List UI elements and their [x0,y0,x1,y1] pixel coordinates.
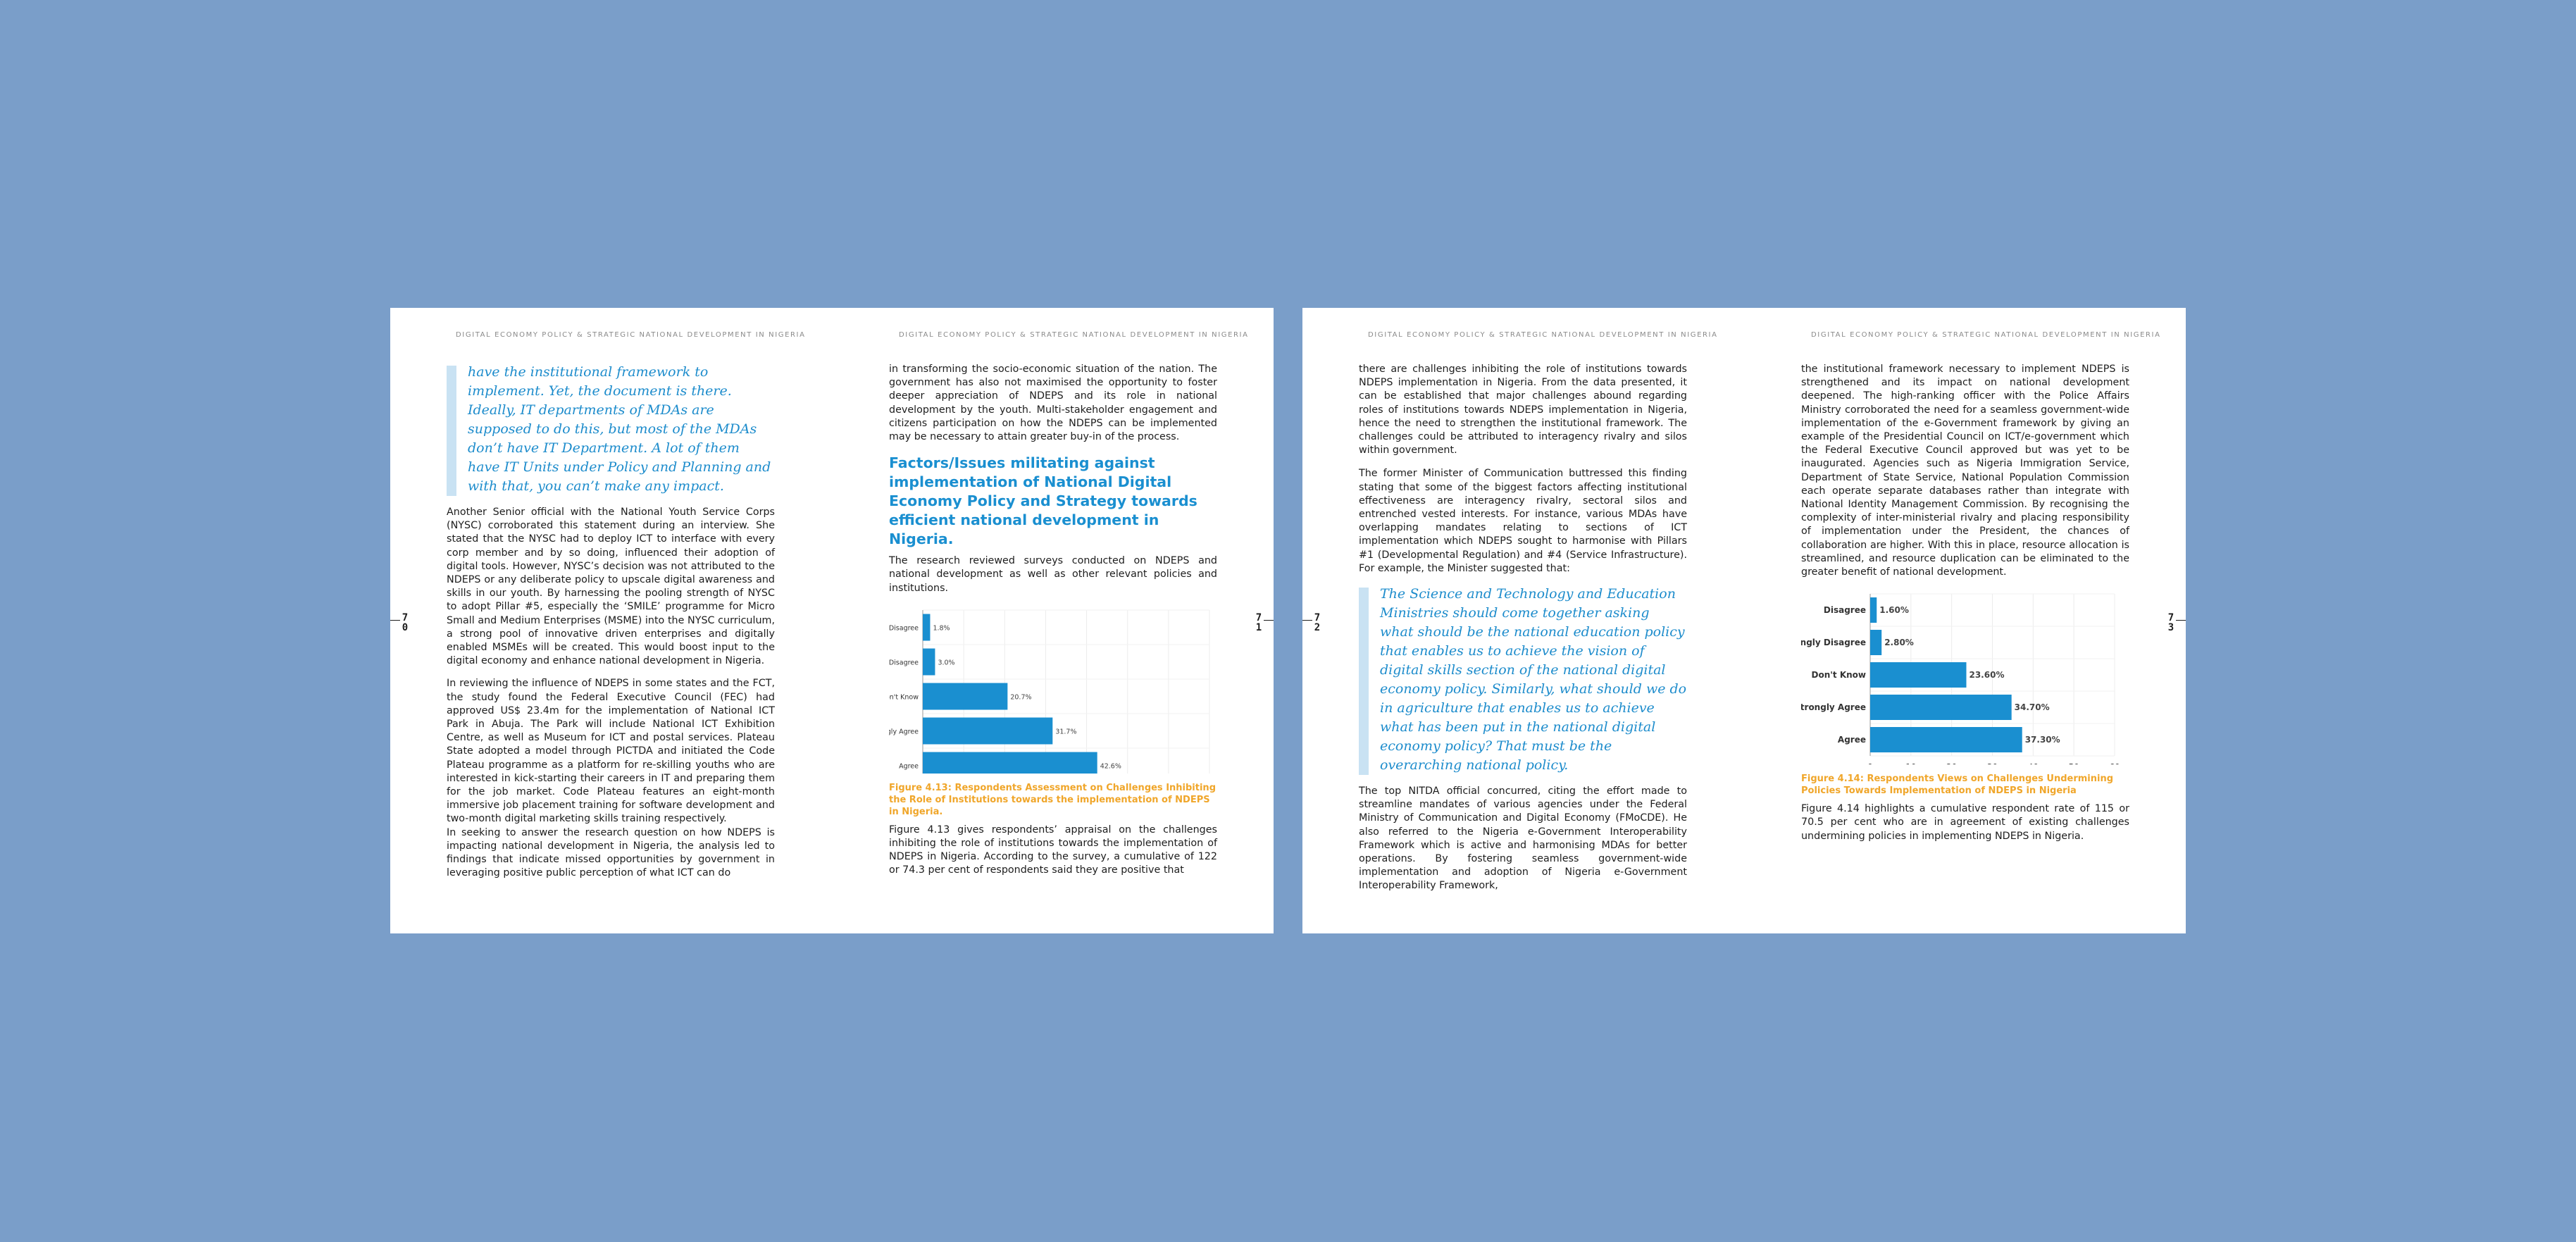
page-number-70: 7 0 [402,612,409,633]
data-label: 23.60% [1969,670,2005,681]
pull-quote-text: The Science and Technology and Education Ministries should come together asking what should be the national education policy that enables us to achieve the vision of digital skills section of the national digital economy policy. Similarly, what should we do in agriculture that enables us to achieve what has been put in the national digital economy policy? That must be the overarching national policy. [1380,586,1687,774]
spread-pages-72-73 [1302,308,2186,933]
data-label: 31.7% [1055,728,1077,736]
quote-bar [447,366,456,496]
body-paragraph: the institutional framework necessary to implement NDEPS is strengthened and its impact on national development deepened. The high-ranking officer with the Police Affairs Ministry corroborated the need for a seamless government-wide implementation of the e-Government framework by giving an example of the Presidential Council on ICT/e-government which the Federal Executive Council approved but was yet to be inaugurated. Agencies such as Nigeria Immigration Service, Department of State Service, National Population Commission each operate separate databases rather than integrate with National Identity Management Commission. By recognising the complexity of inter-ministerial rivalry and placing responsibility of implementation under the President, the chances of collaboration are higher. With this in place, resource allocation is streamlined, and resource duplication can be eliminated to the greater benefit of national development. [1801,364,2129,578]
category-label: Disagree [889,659,919,667]
bar [1870,695,2012,720]
body-paragraph: The research reviewed surveys conducted on NDEPS and national development as well as other relevant policies and institutions. [889,555,1217,594]
body-paragraph: there are challenges inhibiting the role of institutions towards NDEPS implementation in Nigeria. From the data presented, it can be established that major challenges abound regarding roles of institutions towards NDEPS implementation in Nigeria, hence the need to strengthen the institutional framework. The challenges could be attributed to interagency rivalry and silos within government. [1359,364,1687,457]
pull-quote-text: have the institutional framework to implement. Yet, the document is there. Ideally, IT departments of MDAs are supposed to do this, but most of the MDAs don’t have IT Department. A lot of them have IT Units under Policy and Planning and with that, you can’t make any impact. [468,364,771,494]
body-paragraph: Figure 4.14 highlights a cumulative respondent rate of 115 or 70.5 per cent who are in agreement of existing challenges undermining policies in implementing NDEPS in Nigeria. [1801,803,2129,842]
figure-caption: Figure 4.13: Respondents Assessment on Challenges Inhibiting the Role of Institutions towards the implementation of NDEPS in Nigeria. [889,782,1216,817]
bar [1870,662,1966,688]
bar [1870,630,1881,655]
page-number-rule [2176,620,2186,621]
data-label: 42.6% [1100,762,1121,771]
x-tick-label [1867,762,1873,764]
page-number-rule [390,620,400,621]
body-paragraph: The top NITDA official concurred, citing the effort made to streamline mandates of various agencies under the Federal Ministry of Communication and Digital Economy (FMoCDE). He also referred to the Nigeria e-Government Interoperability Framework which is active and harmonising MDAs for better operations. By fostering seamless government-wide implementation and adoption of Nigeria e-Government Interoperability Framework, [1359,785,1687,892]
body-paragraph: in transforming the socio-economic situation of the nation. The government has also not maximised the opportunity to foster deeper appreciation of NDEPS and its role in national development by the youth. Multi-stakeholder engagement and citizens participation on how the NDEPS can be implemented may be necessary to attain greater buy-in of the process. [889,364,1217,443]
pull-quote [447,363,775,496]
x-tick-label [2028,762,2039,764]
category-label: Disagree [889,624,919,633]
page-number-71: 7 1 [1255,612,1262,633]
category-label: Agree [1837,735,1866,745]
bar [923,648,935,675]
category-label: Agree [899,762,919,771]
bar [1870,597,1877,623]
x-tick-label [2109,762,2120,764]
page-number-73: 7 3 [2167,612,2174,633]
running-head: DIGITAL ECONOMY POLICY & STRATEGIC NATIONAL DEVELOPMENT IN NIGERIA [899,331,1249,339]
running-head: DIGITAL ECONOMY POLICY & STRATEGIC NATIONAL DEVELOPMENT IN NIGERIA [1811,331,2161,339]
category-label: Don't Know [1811,670,1866,681]
bar [923,717,1052,744]
bar-chart-4-14 [1801,588,2129,764]
spread-pages-70-71 [390,308,1274,933]
pull-quote [1359,585,1687,775]
data-label: 1.60% [1879,605,1909,616]
page-73-column [1801,363,2129,852]
bar-chart-4-13 [889,604,1217,774]
page-number-rule [1302,620,1312,621]
body-paragraph: Figure 4.13 gives respondents’ appraisal on the challenges inhibiting the role of institutions towards the implementation of NDEPS in Nigeria. According to the survey, a cumulative of 122 or 74.3 per cent of respondents said they are positive that [889,824,1217,876]
body-paragraph: The former Minister of Communication buttressed this finding stating that some of the biggest factors affecting institutional effectiveness are interagency rivalry, sectoral silos and entrenched vested interests. For instance, various MDAs have overlapping mandates relating to sections of ICT implementation which NDEPS sought to harmonise with Pillars #1 (Developmental Regulation) and #4 (Service Infrastructure). For example, the Minister suggested that: [1359,468,1687,574]
data-label: 2.80% [1884,638,1914,648]
figure-4-13-chart [889,604,1217,776]
page-72-column [1359,363,1687,902]
bar [923,683,1007,709]
data-label: 37.30% [2024,735,2060,745]
category-label: ly Agree [890,728,919,736]
bar [1870,727,2022,752]
category-label: Strongly Agree [1801,702,1866,713]
x-tick-label [1946,762,1957,764]
category-label: n't Know [889,693,919,702]
page-number-rule [1264,620,1274,621]
figure-caption: Figure 4.14: Respondents Views on Challenges Undermining Policies Towards Implementation of NDEPS in Nigeria [1801,774,2114,797]
category-label: ngly Disagree [1801,638,1866,648]
data-label: 20.7% [1010,693,1032,702]
body-paragraph: In seeking to answer the research question on how NDEPS is impacting national development in Nigeria, the analysis led to findings that indicate missed opportunities by government in leveraging positive public perception of what ICT can do [447,826,775,879]
category-label: Disagree [1823,605,1866,616]
running-head: DIGITAL ECONOMY POLICY & STRATEGIC NATIONAL DEVELOPMENT IN NIGERIA [456,331,806,339]
body-paragraph: In reviewing the influence of NDEPS in some states and the FCT, the study found the Federal Executive Council (FEC) had approved US$ 23.4m for the implementation of National ICT Park in Abuja. The Park will include National ICT Exhibition Centre, as well as Museum for ICT and postal services. Plateau State adopted a model through PICTDA and initiated the Code Plateau programme as a platform for re-skilling youths who are interested in kick-starting their careers in IT and preparing them for the job market. Code Plateau features an eight-month immersive job placement training for software development and two-month digital marketing skills training respectively. [447,678,775,825]
page-number-72: 7 2 [1314,612,1321,633]
bar [923,614,930,640]
page-70-column [447,363,775,889]
x-tick-label [1905,762,1916,764]
data-label: 1.8% [933,624,950,633]
data-label: 3.0% [938,659,955,667]
page-71-column [889,363,1217,887]
section-heading: Factors/Issues militating against implementation of National Digital Economy Policy and Strategy towards efficient national development in Nigeria. [889,454,1197,548]
body-paragraph: Another Senior official with the National Youth Service Corps (NYSC) corroborated this statement during an interview. She stated that the NYSC had to deploy ICT to interface with every corp member and by so doing, influenced their adoption of digital tools. However, NYSC’s decision was not attributed to the NDEPS or any deliberate policy to upscale digital awareness and skills in our youth. By harnessing the pooling strength of NYSC to adopt Pillar #5, especially the ‘SMILE’ programme for Micro Small and Medium Enterprises (MSME) into the NYSC curriculum, a strong pool of innovative driven enterprises and digitally enabled MSMEs will be created. This would boost input to the digital economy and enhance national development in Nigeria. [447,507,775,667]
x-tick-label [1987,762,1998,764]
x-tick-label [2069,762,2079,764]
running-head: DIGITAL ECONOMY POLICY & STRATEGIC NATIONAL DEVELOPMENT IN NIGERIA [1368,331,1718,339]
data-label: 34.70% [2014,702,2050,713]
quote-bar [1359,588,1369,775]
figure-4-14-chart [1801,588,2129,767]
bar [923,752,1097,774]
